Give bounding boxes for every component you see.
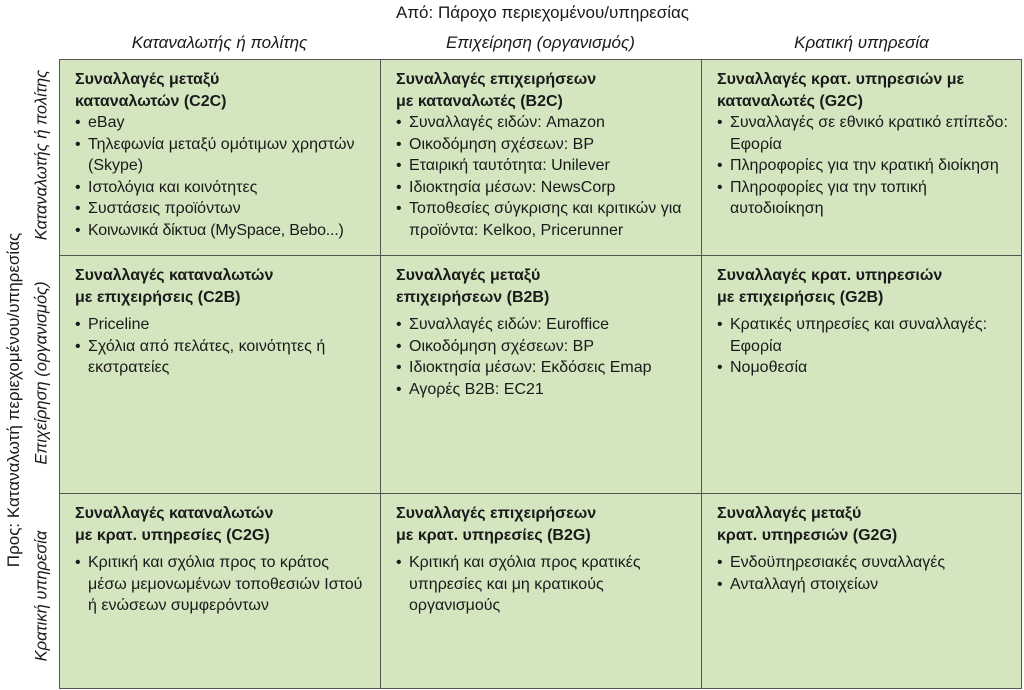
cell-title: Συναλλαγές επιχειρήσεων με καταναλωτές (B2C) [396,71,597,110]
cell-g2g [702,494,1021,688]
cell-list [75,552,370,617]
cell-title: Συναλλαγές καταναλωτών με επιχειρήσεις (C2B) [75,267,274,306]
cell-list [75,314,370,379]
list-item: • Σχόλια από πελάτες, κοινότητες ή εκστρατείες [75,336,370,379]
list-item: • Ιδιοκτησία μέσων: NewsCorp [396,177,691,199]
list-item: • Εταιρική ταυτότητα: Unilever [396,155,691,177]
cell-list [717,314,1011,379]
cell-g2b [702,256,1021,494]
list-item: • Πληροφορίες για την τοπική αυτοδιοίκηση [717,177,1011,220]
list-item: • Τοποθεσίες σύγκρισης και κριτικών για προϊόντα: Kelkoo, Pricerunner [396,198,691,241]
list-item: • Συστάσεις προϊόντων [75,198,370,220]
cell-b2c [381,60,702,256]
list-item: • Συναλλαγές ειδών: Amazon [396,112,691,134]
cell-title: Συναλλαγές μεταξύ επιχειρήσεων (B2B) [396,267,550,306]
list-item: • Ιστολόγια και κοινότητες [75,177,370,199]
cell-list [396,552,691,617]
list-item: • Κρατικές υπηρεσίες και συναλλαγές: Εφορία [717,314,1011,357]
list-item: • Ενδοϋπηρεσιακές συναλλαγές [717,552,1011,574]
list-item: • Νομοθεσία [717,357,1011,379]
cell-title: Συναλλαγές κρατ. υπηρεσιών με καταναλωτές (G2C) [717,71,965,110]
consumer-axis-title: Προς: Καταναλωτή περιεχομένου/υπηρεσίας [4,232,23,568]
list-item: • Συναλλαγές σε εθνικό κρατικό επίπεδο: Εφορία [717,112,1011,155]
list-item: • Πληροφορίες για την κρατική διοίκηση [717,155,1011,177]
cell-title: Συναλλαγές μεταξύ κρατ. υπηρεσιών (G2G) [717,505,898,544]
cell-c2g [60,494,381,688]
column-header-business: Επιχείρηση (οργανισμός) [446,33,635,52]
list-item: • Οικοδόμηση σχέσεων: BP [396,336,691,358]
list-item: • Τηλεφωνία μεταξύ ομότιμων χρηστών (Skype) [75,134,370,177]
list-item: • Κριτική και σχόλια προς το κράτος μέσω μεμονωμένων τοποθεσιών Ιστού ή ενώσεων συμφερόντων [75,552,370,617]
row-header-consumer: Καταναλωτής ή πολίτης [32,69,51,241]
cell-title: Συναλλαγές μεταξύ καταναλωτών (C2C) [75,71,227,110]
list-item: • Συναλλαγές ειδών: Euroffice [396,314,691,336]
cell-list [717,552,1011,595]
list-item: • Κριτική και σχόλια προς κρατικές υπηρεσίες και μη κρατικούς οργανισμούς [396,552,691,617]
cell-list [717,112,1011,220]
cell-g2c [702,60,1021,256]
list-item: • Κοινωνικά δίκτυα (MySpace, Bebo...) [75,220,370,242]
column-header-government: Κρατική υπηρεσία [794,33,929,52]
list-item: • Ανταλλαγή στοιχείων [717,574,1011,596]
cell-list [396,314,691,400]
cell-c2c [60,60,381,256]
cell-c2b [60,256,381,494]
cell-b2g [381,494,702,688]
row-header-business: Επιχείρηση (οργανισμός) [32,281,51,465]
cell-list [75,112,370,241]
matrix-grid [59,59,1022,689]
cell-title: Συναλλαγές κρατ. υπηρεσιών με επιχειρήσεις (G2B) [717,267,943,306]
list-item: • Priceline [75,314,370,336]
row-header-government: Κρατική υπηρεσία [32,530,51,662]
cell-b2b [381,256,702,494]
cell-title: Συναλλαγές επιχειρήσεων με κρατ. υπηρεσίες (B2G) [396,505,597,544]
column-header-consumer: Καταναλωτής ή πολίτης [131,33,308,52]
list-item: • eBay [75,112,370,134]
list-item: • Αγορές B2B: EC21 [396,379,691,401]
list-item: • Ιδιοκτησία μέσων: Εκδόσεις Emap [396,357,691,379]
provider-axis-title: Από: Πάροχο περιεχομένου/υπηρεσίας [395,3,689,22]
cell-list [396,112,691,241]
cell-title: Συναλλαγές καταναλωτών με κρατ. υπηρεσίες (C2G) [75,505,274,544]
list-item: • Οικοδόμηση σχέσεων: BP [396,134,691,156]
